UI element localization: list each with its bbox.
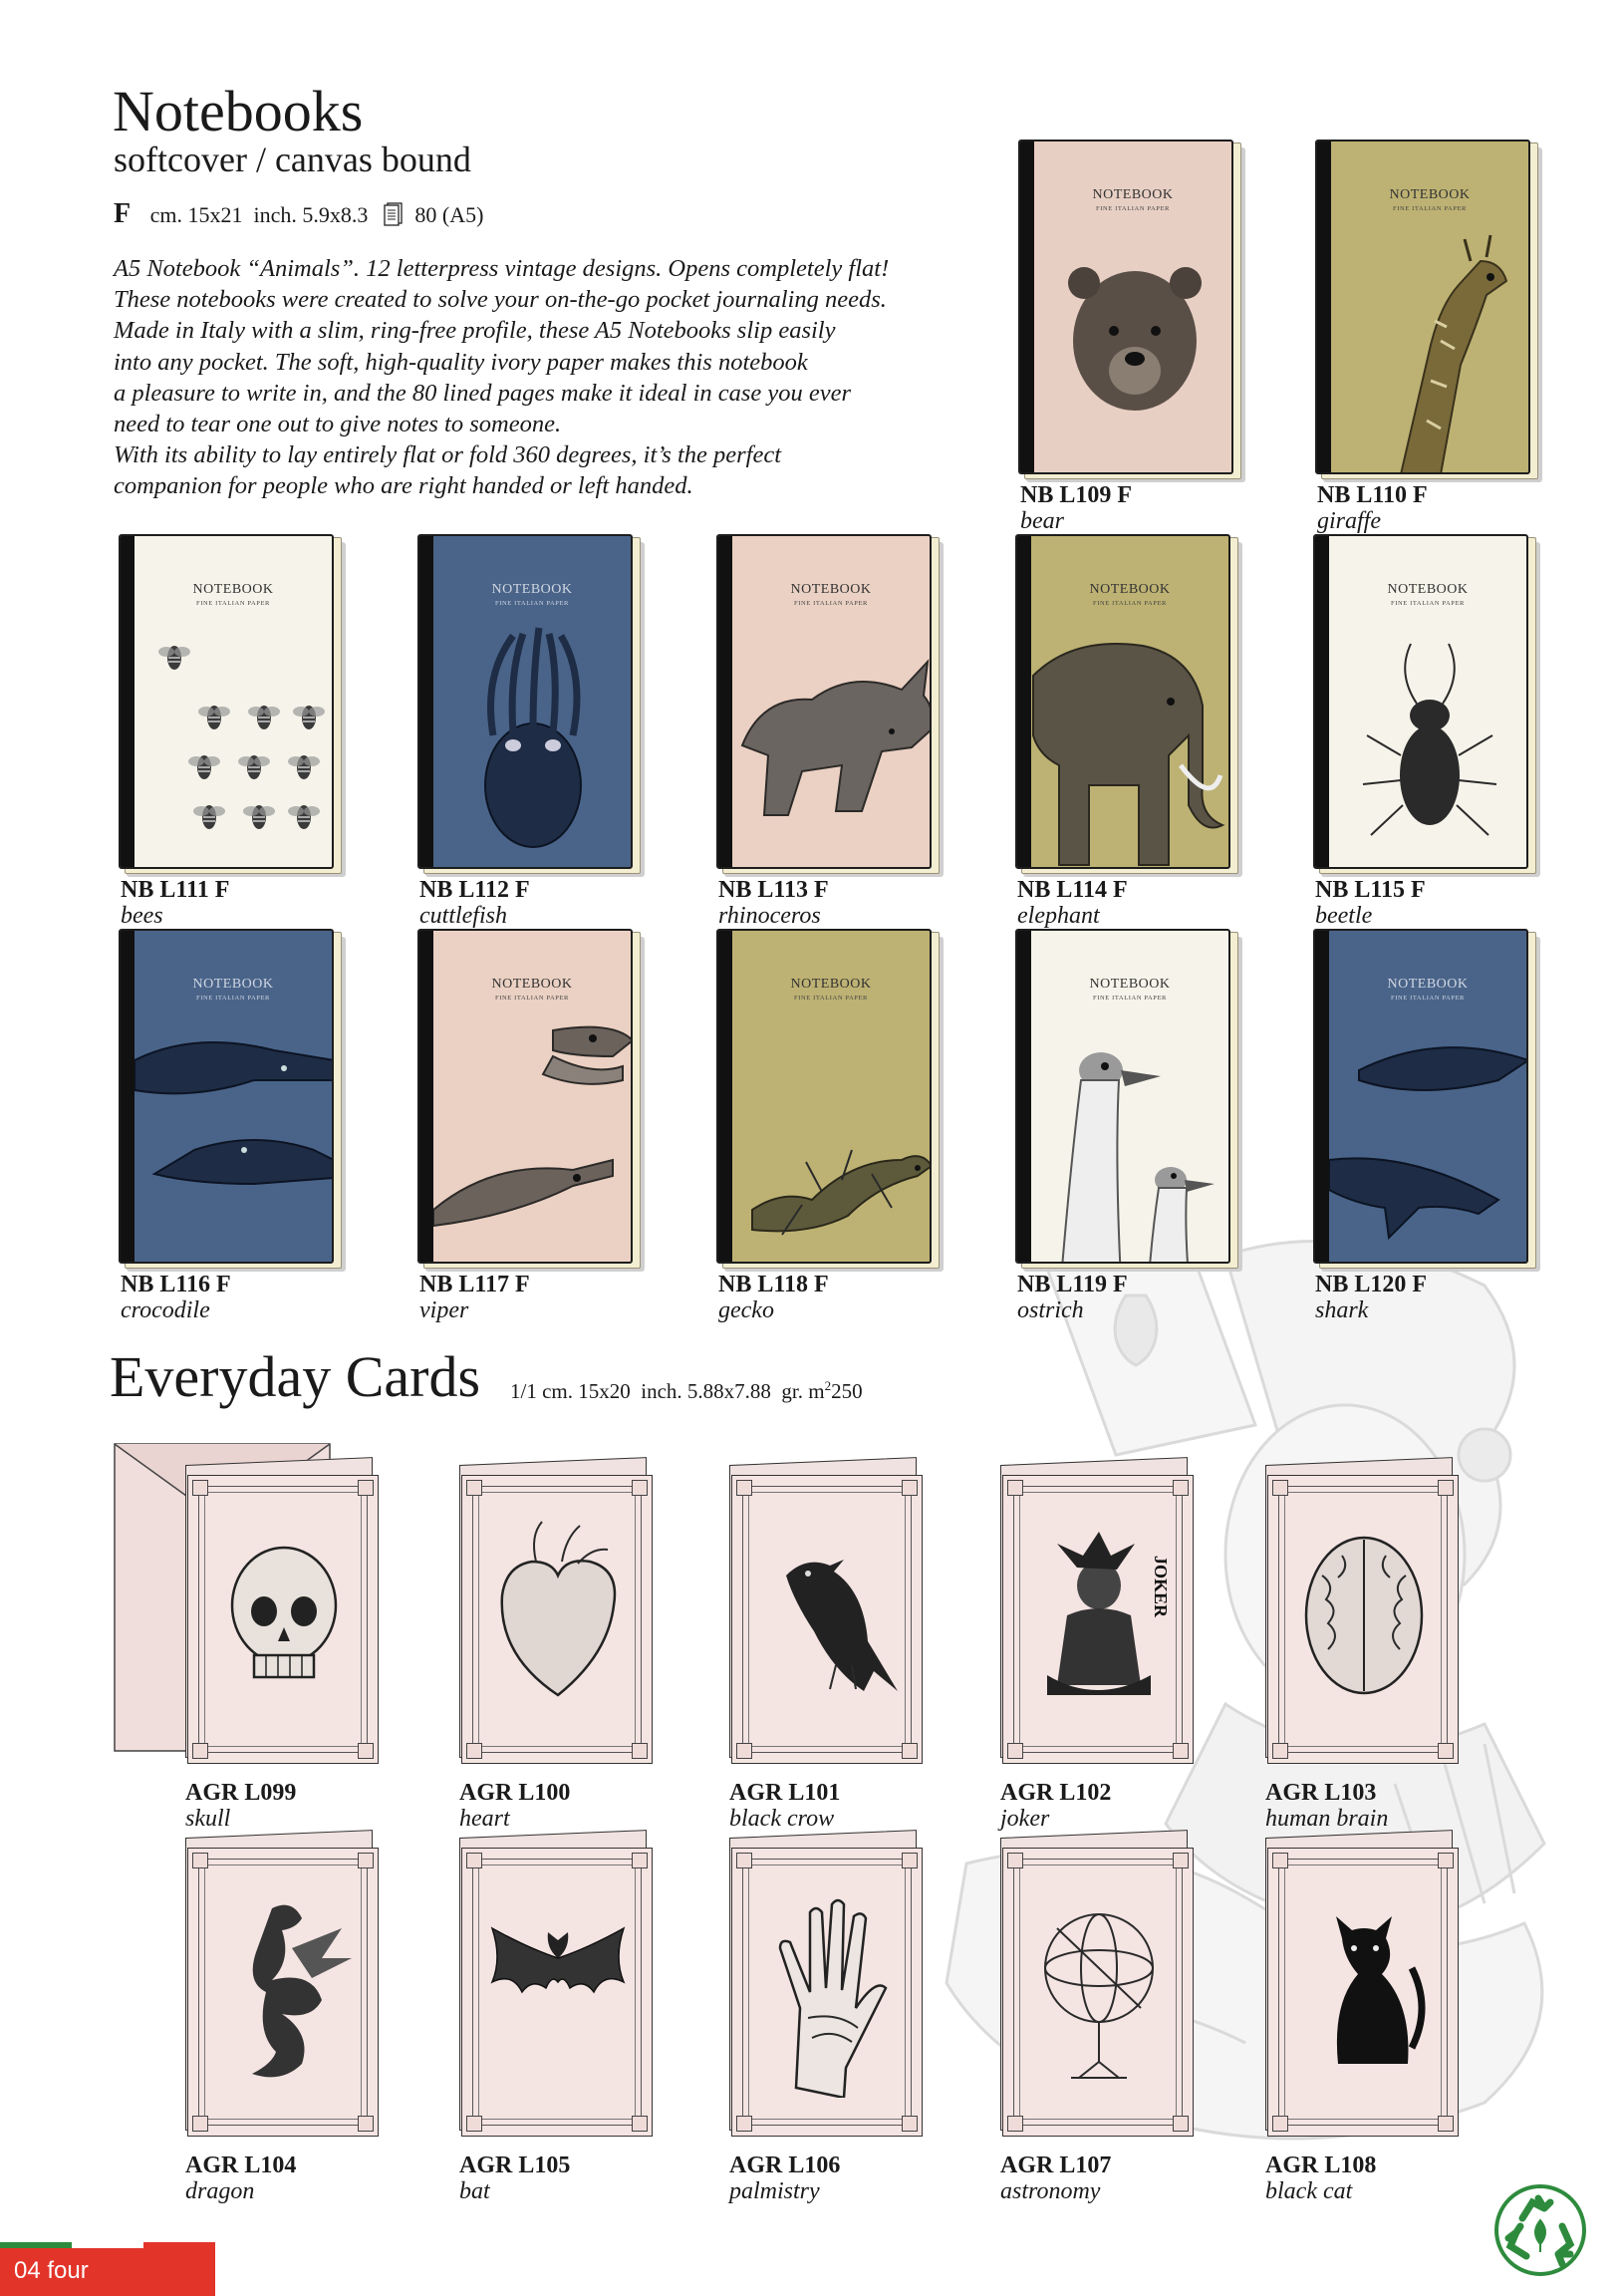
notebook-code: NB L113 F [718, 877, 829, 903]
card-corner [1007, 1853, 1023, 1868]
card-corner [632, 1480, 648, 1496]
card-corner [466, 1743, 482, 1759]
notebook-code: NB L109 F [1020, 482, 1133, 508]
notebook-code: NB L118 F [718, 1272, 829, 1297]
notebook-cover [716, 534, 938, 873]
cover-title: NOTEBOOK [192, 582, 274, 597]
notebook-cover-face [119, 534, 334, 869]
beetle-illustration [1329, 616, 1528, 869]
card-corner [736, 1853, 752, 1868]
notebook-spine [419, 931, 433, 1262]
cover-subtitle: FINE ITALIAN PAPER [196, 995, 270, 1002]
notebook-spine [1315, 536, 1329, 867]
notebook-spine [1020, 142, 1034, 472]
card-corner [358, 1743, 374, 1759]
cover-title: NOTEBOOK [790, 977, 872, 992]
card-front [731, 1848, 923, 2137]
card-corner [902, 1853, 918, 1868]
card-front [1267, 1848, 1459, 2137]
card-code: AGR L106 [729, 2152, 841, 2178]
notebook-cover-face [1015, 534, 1230, 869]
card-name: palmistry [729, 2178, 820, 2204]
notebook-spine [121, 931, 135, 1262]
palm-illustration [756, 1888, 900, 2098]
cover-subtitle: FINE ITALIAN PAPER [495, 995, 569, 1002]
card-corner [736, 1480, 752, 1496]
notebook-cover-face [417, 534, 633, 869]
notebook-code: NB L111 F [121, 877, 230, 903]
joker-illustration [1027, 1516, 1171, 1725]
card-front [187, 1848, 379, 2137]
notebook-code: NB L112 F [419, 877, 530, 903]
greeting-card [1265, 1838, 1463, 2137]
cover-subtitle: FINE ITALIAN PAPER [1093, 995, 1167, 1002]
card-code: AGR L101 [729, 1780, 841, 1806]
bees-illustration [135, 616, 334, 869]
giraffe-illustration [1331, 221, 1530, 474]
card-corner [1173, 1853, 1189, 1868]
bear-illustration [1034, 221, 1233, 474]
notebook-cover [417, 534, 639, 873]
card-corner [736, 1743, 752, 1759]
card-corner [1173, 1743, 1189, 1759]
card-name: dragon [185, 2178, 255, 2204]
page-subtitle: softcover / canvas bound [114, 140, 471, 179]
cover-title: NOTEBOOK [1092, 187, 1174, 202]
card-code: AGR L107 [1000, 2152, 1112, 2178]
card-corner [736, 2116, 752, 2132]
card-corner [1438, 1853, 1454, 1868]
size-cm: cm. 15x21 [149, 202, 243, 227]
card-corner [466, 1480, 482, 1496]
cat-illustration [1292, 1888, 1436, 2098]
notebook-cover [119, 929, 340, 1268]
notebook-spine [1017, 536, 1031, 867]
cover-title: NOTEBOOK [491, 582, 573, 597]
cover-title: NOTEBOOK [1387, 582, 1469, 597]
card-code: AGR L103 [1265, 1780, 1377, 1806]
card-corner [1272, 1480, 1288, 1496]
notebook-cover [417, 929, 639, 1268]
notebook-spine [1317, 142, 1331, 472]
card-code: AGR L102 [1000, 1780, 1112, 1806]
notebook-name: gecko [718, 1297, 774, 1323]
card-code: AGR L100 [459, 1780, 571, 1806]
card-corner [358, 1853, 374, 1868]
card-front [461, 1475, 653, 1764]
card-name: black cat [1265, 2178, 1353, 2204]
notebook-name: giraffe [1317, 508, 1381, 534]
rhinoceros-illustration [732, 616, 932, 869]
gecko-illustration [732, 1010, 932, 1264]
heart-illustration [486, 1516, 630, 1725]
card-corner [192, 1743, 208, 1759]
card-front [461, 1848, 653, 2137]
card-corner [1272, 1743, 1288, 1759]
page-count: 80 (A5) [414, 202, 484, 227]
cover-title: NOTEBOOK [491, 977, 573, 992]
cover-subtitle: FINE ITALIAN PAPER [794, 995, 868, 1002]
format-letter: F [114, 198, 132, 229]
notebook-name: cuttlefish [419, 903, 507, 929]
description-line: a pleasure to write in, and the 80 lined pages make it ideal in case you ever [114, 379, 852, 407]
card-front [1267, 1475, 1459, 1764]
notebook-code: NB L110 F [1317, 482, 1428, 508]
card-name: astronomy [1000, 2178, 1101, 2204]
cuttlefish-illustration [433, 616, 633, 869]
cover-subtitle: FINE ITALIAN PAPER [1391, 995, 1465, 1002]
card-corner [1272, 1853, 1288, 1868]
notebook-spine [419, 536, 433, 867]
greeting-card [185, 1838, 383, 2137]
card-name: human brain [1265, 1806, 1389, 1832]
notebook-description [114, 253, 990, 502]
cover-title: NOTEBOOK [192, 977, 274, 992]
notebook-spine [121, 536, 135, 867]
elephant-illustration [1031, 616, 1230, 869]
card-front [731, 1475, 923, 1764]
greeting-card [459, 1838, 657, 2137]
notebook-cover-face [716, 534, 932, 869]
notebook-code: NB L116 F [121, 1272, 231, 1297]
card-corner [466, 1853, 482, 1868]
notebook-cover-face [1315, 140, 1530, 474]
greeting-card [185, 1465, 383, 1764]
cover-title: NOTEBOOK [1389, 187, 1471, 202]
card-corner [1438, 1480, 1454, 1496]
notebook-spine [718, 931, 732, 1262]
card-corner [1173, 1480, 1189, 1496]
card-name: black crow [729, 1806, 835, 1832]
card-corner [902, 1480, 918, 1496]
card-corner [1173, 2116, 1189, 2132]
notebook-name: bear [1020, 508, 1064, 534]
notebook-cover [1313, 929, 1534, 1268]
crow-illustration [756, 1516, 900, 1725]
skull-illustration [212, 1516, 356, 1725]
cover-subtitle: FINE ITALIAN PAPER [196, 600, 270, 607]
notebook-cover [1018, 140, 1239, 478]
greeting-card [1000, 1465, 1198, 1764]
greeting-card [1000, 1838, 1198, 2137]
card-corner [632, 1743, 648, 1759]
notebook-code: NB L117 F [419, 1272, 530, 1297]
notebook-spine [1017, 931, 1031, 1262]
notebook-cover-face [1015, 929, 1230, 1264]
ostrich-illustration [1031, 1010, 1230, 1264]
cards-specs [510, 1373, 863, 1404]
notebook-name: rhinoceros [718, 903, 821, 929]
card-front [1002, 1475, 1194, 1764]
card-corner [1438, 1743, 1454, 1759]
card-corner [1007, 1743, 1023, 1759]
notebook-specs [114, 199, 483, 230]
notebook-cover-face [1018, 140, 1233, 474]
card-corner [358, 1480, 374, 1496]
notebook-cover [1015, 929, 1236, 1268]
notebook-cover-face [119, 929, 334, 1264]
card-corner [1007, 1480, 1023, 1496]
cover-title: NOTEBOOK [1089, 582, 1171, 597]
cover-subtitle: FINE ITALIAN PAPER [1391, 600, 1465, 607]
notebook-spine [718, 536, 732, 867]
notebook-cover-face [1313, 534, 1528, 869]
description-line: Made in Italy with a slim, ring-free profile, these A5 Notebooks slip easily [114, 317, 836, 345]
notebook-cover [1015, 534, 1236, 873]
notebook-name: viper [419, 1297, 469, 1323]
card-name: bat [459, 2178, 490, 2204]
description-line: A5 Notebook “Animals”. 12 letterpress vintage designs. Opens completely flat! [114, 255, 890, 282]
card-code: AGR L099 [185, 1780, 297, 1806]
card-corner [902, 1743, 918, 1759]
card-weight-value: 250 [831, 1379, 863, 1403]
cover-subtitle: FINE ITALIAN PAPER [1393, 205, 1467, 212]
card-corner [192, 1480, 208, 1496]
size-inch: inch. 5.9x8.3 [253, 202, 369, 227]
card-code: AGR L108 [1265, 2152, 1377, 2178]
notebook-cover [716, 929, 938, 1268]
notebook-cover-face [1313, 929, 1528, 1264]
card-code: AGR L105 [459, 2152, 571, 2178]
notebook-cover [1315, 140, 1536, 478]
card-corner [1272, 2116, 1288, 2132]
card-art-text: JOKER [1151, 1556, 1171, 1618]
card-corner [466, 2116, 482, 2132]
armillary-illustration [1027, 1888, 1171, 2098]
card-corner [1438, 2116, 1454, 2132]
bat-illustration [486, 1888, 630, 2098]
cover-title: NOTEBOOK [1387, 977, 1469, 992]
brain-illustration [1292, 1516, 1436, 1725]
notebook-code: NB L114 F [1017, 877, 1128, 903]
cards-section-title: Everyday Cards [110, 1344, 481, 1409]
notebook-code: NB L115 F [1315, 877, 1426, 903]
greeting-card [459, 1465, 657, 1764]
card-corner [632, 2116, 648, 2132]
notebook-name: ostrich [1017, 1297, 1084, 1323]
description-line: With its ability to lay entirely flat or fold 360 degrees, it’s the perfect [114, 441, 782, 469]
viper-illustration [433, 1010, 633, 1264]
notebook-name: shark [1315, 1297, 1369, 1323]
notebook-cover-face [716, 929, 932, 1264]
card-corner [632, 1853, 648, 1868]
cover-subtitle: FINE ITALIAN PAPER [495, 600, 569, 607]
notebook-cover [119, 534, 340, 873]
card-name: joker [1000, 1806, 1050, 1832]
greeting-card [1265, 1465, 1463, 1764]
notebook-name: crocodile [121, 1297, 210, 1323]
crocodile-illustration [135, 1010, 334, 1264]
cover-title: NOTEBOOK [790, 582, 872, 597]
card-corner [902, 2116, 918, 2132]
notebook-code: NB L120 F [1315, 1272, 1428, 1297]
notebook-cover [1313, 534, 1534, 873]
card-name: heart [459, 1806, 510, 1832]
cover-subtitle: FINE ITALIAN PAPER [1096, 205, 1170, 212]
greeting-card [729, 1838, 927, 2137]
card-front [187, 1475, 379, 1764]
notebook-name: bees [121, 903, 163, 929]
cover-title: NOTEBOOK [1089, 977, 1171, 992]
notebook-code: NB L119 F [1017, 1272, 1128, 1297]
shark-illustration [1329, 1010, 1528, 1264]
description-line: need to tear one out to give notes to someone. [114, 411, 562, 438]
notebook-cover-face [417, 929, 633, 1264]
cover-subtitle: FINE ITALIAN PAPER [794, 600, 868, 607]
card-front [1002, 1848, 1194, 2137]
notebook-pages-icon [384, 202, 404, 226]
greeting-card [729, 1465, 927, 1764]
notebook-name: elephant [1017, 903, 1100, 929]
card-corner [192, 2116, 208, 2132]
dragon-illustration [212, 1888, 356, 2098]
card-size-inch: inch. 5.88x7.88 [641, 1379, 771, 1403]
card-corner [358, 2116, 374, 2132]
card-code: AGR L104 [185, 2152, 297, 2178]
cover-subtitle: FINE ITALIAN PAPER [1093, 600, 1167, 607]
card-name: skull [185, 1806, 231, 1832]
card-weight-exp: 2 [824, 1378, 832, 1393]
page-title: Notebooks [113, 79, 364, 144]
card-weight-prefix: gr. m [781, 1379, 825, 1403]
description-line: into any pocket. The soft, high-quality ivory paper makes this notebook [114, 348, 808, 376]
card-corner [192, 1853, 208, 1868]
page-number: 04 four [14, 2257, 89, 2284]
notebook-name: beetle [1315, 903, 1373, 929]
notebook-spine [1315, 931, 1329, 1262]
recycle-icon [1492, 2182, 1588, 2278]
card-size-cm: cm. 15x20 [542, 1379, 631, 1403]
card-format: 1/1 [510, 1379, 537, 1403]
card-corner [1007, 2116, 1023, 2132]
description-line: These notebooks were created to solve your on-the-go pocket journaling needs. [114, 286, 887, 314]
description-line: companion for people who are right handed or left handed. [114, 472, 693, 500]
